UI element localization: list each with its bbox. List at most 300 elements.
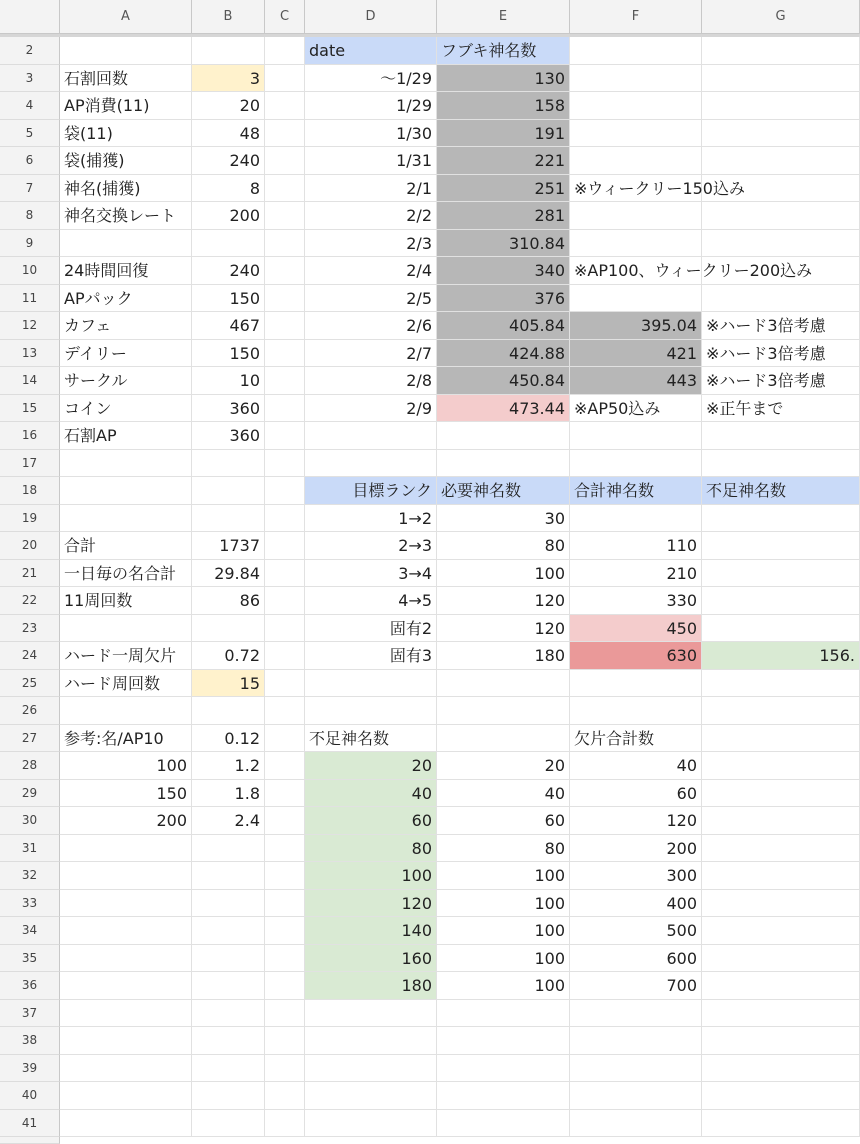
- cell-b37[interactable]: [192, 1000, 265, 1028]
- cell-b36[interactable]: [192, 972, 265, 1000]
- cell-f18[interactable]: 合計神名数: [570, 477, 702, 505]
- row-header-7[interactable]: 7: [0, 175, 60, 203]
- cell-f15[interactable]: ※AP50込み: [570, 395, 702, 423]
- cell-d2[interactable]: date: [305, 37, 437, 65]
- cell-c13[interactable]: [265, 340, 305, 368]
- cell-d3[interactable]: 〜1/29: [305, 65, 437, 93]
- cell-a34[interactable]: [60, 917, 192, 945]
- row-header-34[interactable]: 34: [0, 917, 60, 945]
- cell-a31[interactable]: [60, 835, 192, 863]
- row-header-25[interactable]: 25: [0, 670, 60, 698]
- cell-g41[interactable]: [702, 1110, 860, 1138]
- cell-d7[interactable]: 2/1: [305, 175, 437, 203]
- cell-g39[interactable]: [702, 1055, 860, 1083]
- cell-f37[interactable]: [570, 1000, 702, 1028]
- column-header-e[interactable]: E: [437, 0, 570, 34]
- cell-c27[interactable]: [265, 725, 305, 753]
- cell-d16[interactable]: [305, 422, 437, 450]
- cell-a20[interactable]: 合計: [60, 532, 192, 560]
- cell-b26[interactable]: [192, 697, 265, 725]
- cell-e21[interactable]: 100: [437, 560, 570, 588]
- cell-a37[interactable]: [60, 1000, 192, 1028]
- cell-g4[interactable]: [702, 92, 860, 120]
- cell-g14[interactable]: ※ハード3倍考慮: [702, 367, 860, 395]
- cell-b7[interactable]: 8: [192, 175, 265, 203]
- cell-c3[interactable]: [265, 65, 305, 93]
- cell-c22[interactable]: [265, 587, 305, 615]
- cell-e37[interactable]: [437, 1000, 570, 1028]
- cell-c17[interactable]: [265, 450, 305, 478]
- row-header-27[interactable]: 27: [0, 725, 60, 753]
- cell-e2[interactable]: フブキ神名数: [437, 37, 570, 65]
- row-header-10[interactable]: 10: [0, 257, 60, 285]
- column-header-f[interactable]: F: [570, 0, 702, 34]
- cell-g16[interactable]: [702, 422, 860, 450]
- cell-f41[interactable]: [570, 1110, 702, 1138]
- cell-e40[interactable]: [437, 1082, 570, 1110]
- cell-e25[interactable]: [437, 670, 570, 698]
- row-header-38[interactable]: 38: [0, 1027, 60, 1055]
- cell-a33[interactable]: [60, 890, 192, 918]
- cell-f31[interactable]: 200: [570, 835, 702, 863]
- cell-f4[interactable]: [570, 92, 702, 120]
- cell-e19[interactable]: 30: [437, 505, 570, 533]
- cell-f10[interactable]: ※AP100、ウィークリー200込み: [570, 257, 702, 285]
- row-header-15[interactable]: 15: [0, 395, 60, 423]
- cell-a2[interactable]: [60, 37, 192, 65]
- cell-d30[interactable]: 60: [305, 807, 437, 835]
- cell-c21[interactable]: [265, 560, 305, 588]
- cell-a10[interactable]: 24時間回復: [60, 257, 192, 285]
- cell-e31[interactable]: 80: [437, 835, 570, 863]
- cell-b21[interactable]: 29.84: [192, 560, 265, 588]
- cell-f12[interactable]: 395.04: [570, 312, 702, 340]
- cell-g15[interactable]: ※正午まで: [702, 395, 860, 423]
- cell-d33[interactable]: 120: [305, 890, 437, 918]
- row-header-29[interactable]: 29: [0, 780, 60, 808]
- cell-e10[interactable]: 340: [437, 257, 570, 285]
- cell-e5[interactable]: 191: [437, 120, 570, 148]
- cell-b5[interactable]: 48: [192, 120, 265, 148]
- cell-g31[interactable]: [702, 835, 860, 863]
- cell-g8[interactable]: [702, 202, 860, 230]
- cell-c18[interactable]: [265, 477, 305, 505]
- cell-g13[interactable]: ※ハード3倍考慮: [702, 340, 860, 368]
- cell-e28[interactable]: 20: [437, 752, 570, 780]
- cell-e15[interactable]: 473.44: [437, 395, 570, 423]
- cell-c12[interactable]: [265, 312, 305, 340]
- cell-f17[interactable]: [570, 450, 702, 478]
- cell-a15[interactable]: コイン: [60, 395, 192, 423]
- row-header-23[interactable]: 23: [0, 615, 60, 643]
- cell-g32[interactable]: [702, 862, 860, 890]
- cell-a38[interactable]: [60, 1027, 192, 1055]
- cell-d31[interactable]: 80: [305, 835, 437, 863]
- row-header-37[interactable]: 37: [0, 1000, 60, 1028]
- cell-c29[interactable]: [265, 780, 305, 808]
- cell-g29[interactable]: [702, 780, 860, 808]
- cell-f36[interactable]: 700: [570, 972, 702, 1000]
- cell-b31[interactable]: [192, 835, 265, 863]
- row-header-9[interactable]: 9: [0, 230, 60, 258]
- cell-c10[interactable]: [265, 257, 305, 285]
- cell-c30[interactable]: [265, 807, 305, 835]
- cell-c20[interactable]: [265, 532, 305, 560]
- cell-g12[interactable]: ※ハード3倍考慮: [702, 312, 860, 340]
- cell-d15[interactable]: 2/9: [305, 395, 437, 423]
- cell-b10[interactable]: 240: [192, 257, 265, 285]
- cell-c40[interactable]: [265, 1082, 305, 1110]
- cell-f28[interactable]: 40: [570, 752, 702, 780]
- cell-g30[interactable]: [702, 807, 860, 835]
- corner-select-all[interactable]: [0, 0, 60, 34]
- cell-d6[interactable]: 1/31: [305, 147, 437, 175]
- cell-b34[interactable]: [192, 917, 265, 945]
- cell-e8[interactable]: 281: [437, 202, 570, 230]
- cell-b39[interactable]: [192, 1055, 265, 1083]
- cell-g37[interactable]: [702, 1000, 860, 1028]
- row-header-6[interactable]: 6: [0, 147, 60, 175]
- cell-f7[interactable]: ※ウィークリー150込み: [570, 175, 702, 203]
- cell-a24[interactable]: ハード一周欠片: [60, 642, 192, 670]
- cell-b22[interactable]: 86: [192, 587, 265, 615]
- cell-g5[interactable]: [702, 120, 860, 148]
- cell-b15[interactable]: 360: [192, 395, 265, 423]
- row-header-21[interactable]: 21: [0, 560, 60, 588]
- cell-d14[interactable]: 2/8: [305, 367, 437, 395]
- cell-c23[interactable]: [265, 615, 305, 643]
- row-header-22[interactable]: 22: [0, 587, 60, 615]
- cell-f21[interactable]: 210: [570, 560, 702, 588]
- cell-f38[interactable]: [570, 1027, 702, 1055]
- cell-a19[interactable]: [60, 505, 192, 533]
- cell-c4[interactable]: [265, 92, 305, 120]
- cell-b41[interactable]: [192, 1110, 265, 1138]
- cell-e9[interactable]: 310.84: [437, 230, 570, 258]
- cell-g21[interactable]: [702, 560, 860, 588]
- cell-e41[interactable]: [437, 1110, 570, 1138]
- cell-d32[interactable]: 100: [305, 862, 437, 890]
- cell-a30[interactable]: 200: [60, 807, 192, 835]
- cell-b2[interactable]: [192, 37, 265, 65]
- cell-a5[interactable]: 袋(11): [60, 120, 192, 148]
- cell-c39[interactable]: [265, 1055, 305, 1083]
- cell-c28[interactable]: [265, 752, 305, 780]
- cell-g26[interactable]: [702, 697, 860, 725]
- cell-e4[interactable]: 158: [437, 92, 570, 120]
- row-header-8[interactable]: 8: [0, 202, 60, 230]
- cell-b14[interactable]: 10: [192, 367, 265, 395]
- cell-f5[interactable]: [570, 120, 702, 148]
- cell-b11[interactable]: 150: [192, 285, 265, 313]
- cell-a18[interactable]: [60, 477, 192, 505]
- cell-b16[interactable]: 360: [192, 422, 265, 450]
- cell-f8[interactable]: [570, 202, 702, 230]
- cell-e18[interactable]: 必要神名数: [437, 477, 570, 505]
- row-header-40[interactable]: 40: [0, 1082, 60, 1110]
- cell-b38[interactable]: [192, 1027, 265, 1055]
- cell-b32[interactable]: [192, 862, 265, 890]
- cell-e27[interactable]: [437, 725, 570, 753]
- cell-f33[interactable]: 400: [570, 890, 702, 918]
- cell-c15[interactable]: [265, 395, 305, 423]
- cell-d8[interactable]: 2/2: [305, 202, 437, 230]
- cell-e14[interactable]: 450.84: [437, 367, 570, 395]
- cell-b24[interactable]: 0.72: [192, 642, 265, 670]
- cell-g18[interactable]: 不足神名数: [702, 477, 860, 505]
- cell-g9[interactable]: [702, 230, 860, 258]
- cell-b27[interactable]: 0.12: [192, 725, 265, 753]
- cell-c19[interactable]: [265, 505, 305, 533]
- row-header-39[interactable]: 39: [0, 1055, 60, 1083]
- cell-g11[interactable]: [702, 285, 860, 313]
- cell-g35[interactable]: [702, 945, 860, 973]
- cell-e29[interactable]: 40: [437, 780, 570, 808]
- cell-g3[interactable]: [702, 65, 860, 93]
- cell-b17[interactable]: [192, 450, 265, 478]
- row-header-26[interactable]: 26: [0, 697, 60, 725]
- cell-a36[interactable]: [60, 972, 192, 1000]
- column-header-d[interactable]: D: [305, 0, 437, 34]
- cell-f11[interactable]: [570, 285, 702, 313]
- cell-d11[interactable]: 2/5: [305, 285, 437, 313]
- cell-d28[interactable]: 20: [305, 752, 437, 780]
- cell-f25[interactable]: [570, 670, 702, 698]
- row-header-12[interactable]: 12: [0, 312, 60, 340]
- cell-d24[interactable]: 固有3: [305, 642, 437, 670]
- cell-f3[interactable]: [570, 65, 702, 93]
- cell-b19[interactable]: [192, 505, 265, 533]
- cell-c36[interactable]: [265, 972, 305, 1000]
- row-header-35[interactable]: 35: [0, 945, 60, 973]
- cell-d34[interactable]: 140: [305, 917, 437, 945]
- cell-g25[interactable]: [702, 670, 860, 698]
- cell-g28[interactable]: [702, 752, 860, 780]
- cell-b18[interactable]: [192, 477, 265, 505]
- cell-b29[interactable]: 1.8: [192, 780, 265, 808]
- cell-d4[interactable]: 1/29: [305, 92, 437, 120]
- cell-b8[interactable]: 200: [192, 202, 265, 230]
- cell-f24[interactable]: 630: [570, 642, 702, 670]
- cell-b3[interactable]: 3: [192, 65, 265, 93]
- cell-g23[interactable]: [702, 615, 860, 643]
- cell-d22[interactable]: 4→5: [305, 587, 437, 615]
- cell-e33[interactable]: 100: [437, 890, 570, 918]
- row-header-16[interactable]: 16: [0, 422, 60, 450]
- cell-c14[interactable]: [265, 367, 305, 395]
- cell-a29[interactable]: 150: [60, 780, 192, 808]
- cell-e16[interactable]: [437, 422, 570, 450]
- cell-e7[interactable]: 251: [437, 175, 570, 203]
- cell-f16[interactable]: [570, 422, 702, 450]
- cell-a13[interactable]: デイリー: [60, 340, 192, 368]
- cell-a22[interactable]: 11周回数: [60, 587, 192, 615]
- cell-g19[interactable]: [702, 505, 860, 533]
- cell-d5[interactable]: 1/30: [305, 120, 437, 148]
- cell-a26[interactable]: [60, 697, 192, 725]
- cell-a25[interactable]: ハード周回数: [60, 670, 192, 698]
- cell-g27[interactable]: [702, 725, 860, 753]
- cell-b13[interactable]: 150: [192, 340, 265, 368]
- cell-g17[interactable]: [702, 450, 860, 478]
- cell-e39[interactable]: [437, 1055, 570, 1083]
- cell-d23[interactable]: 固有2: [305, 615, 437, 643]
- cell-f20[interactable]: 110: [570, 532, 702, 560]
- cell-a12[interactable]: カフェ: [60, 312, 192, 340]
- cell-a21[interactable]: 一日毎の名合計: [60, 560, 192, 588]
- column-header-b[interactable]: B: [192, 0, 265, 34]
- cell-a6[interactable]: 袋(捕獲): [60, 147, 192, 175]
- cell-c2[interactable]: [265, 37, 305, 65]
- cell-c7[interactable]: [265, 175, 305, 203]
- row-header-31[interactable]: 31: [0, 835, 60, 863]
- cell-c34[interactable]: [265, 917, 305, 945]
- cell-f26[interactable]: [570, 697, 702, 725]
- column-header-g[interactable]: G: [702, 0, 860, 34]
- row-header-13[interactable]: 13: [0, 340, 60, 368]
- cell-d39[interactable]: [305, 1055, 437, 1083]
- cell-e34[interactable]: 100: [437, 917, 570, 945]
- cell-f39[interactable]: [570, 1055, 702, 1083]
- row-header-24[interactable]: 24: [0, 642, 60, 670]
- cell-b25[interactable]: 15: [192, 670, 265, 698]
- cell-f27[interactable]: 欠片合計数: [570, 725, 702, 753]
- row-header-19[interactable]: 19: [0, 505, 60, 533]
- cell-c31[interactable]: [265, 835, 305, 863]
- cell-a9[interactable]: [60, 230, 192, 258]
- cell-b28[interactable]: 1.2: [192, 752, 265, 780]
- cell-d17[interactable]: [305, 450, 437, 478]
- cell-c37[interactable]: [265, 1000, 305, 1028]
- cell-d29[interactable]: 40: [305, 780, 437, 808]
- cell-c41[interactable]: [265, 1110, 305, 1138]
- row-header-3[interactable]: 3: [0, 65, 60, 93]
- cell-f40[interactable]: [570, 1082, 702, 1110]
- row-header-4[interactable]: 4: [0, 92, 60, 120]
- row-header-41[interactable]: 41: [0, 1110, 60, 1138]
- cell-b35[interactable]: [192, 945, 265, 973]
- cell-g34[interactable]: [702, 917, 860, 945]
- cell-e30[interactable]: 60: [437, 807, 570, 835]
- cell-e23[interactable]: 120: [437, 615, 570, 643]
- cell-g24[interactable]: 156.: [702, 642, 860, 670]
- cell-b30[interactable]: 2.4: [192, 807, 265, 835]
- cell-f32[interactable]: 300: [570, 862, 702, 890]
- cell-a32[interactable]: [60, 862, 192, 890]
- cell-a4[interactable]: AP消費(11): [60, 92, 192, 120]
- cell-e36[interactable]: 100: [437, 972, 570, 1000]
- cell-g38[interactable]: [702, 1027, 860, 1055]
- cell-d18[interactable]: 目標ランク: [305, 477, 437, 505]
- cell-c6[interactable]: [265, 147, 305, 175]
- cell-g6[interactable]: [702, 147, 860, 175]
- cell-c32[interactable]: [265, 862, 305, 890]
- cell-a14[interactable]: サークル: [60, 367, 192, 395]
- cell-d27[interactable]: 不足神名数: [305, 725, 437, 753]
- cell-f34[interactable]: 500: [570, 917, 702, 945]
- cell-d12[interactable]: 2/6: [305, 312, 437, 340]
- cell-c26[interactable]: [265, 697, 305, 725]
- row-header-5[interactable]: 5: [0, 120, 60, 148]
- cell-a3[interactable]: 石割回数: [60, 65, 192, 93]
- cell-c8[interactable]: [265, 202, 305, 230]
- cell-e3[interactable]: 130: [437, 65, 570, 93]
- cell-d41[interactable]: [305, 1110, 437, 1138]
- cell-e6[interactable]: 221: [437, 147, 570, 175]
- cell-b4[interactable]: 20: [192, 92, 265, 120]
- cell-f23[interactable]: 450: [570, 615, 702, 643]
- cell-e35[interactable]: 100: [437, 945, 570, 973]
- cell-e32[interactable]: 100: [437, 862, 570, 890]
- cell-e24[interactable]: 180: [437, 642, 570, 670]
- cell-c25[interactable]: [265, 670, 305, 698]
- cell-d20[interactable]: 2→3: [305, 532, 437, 560]
- cell-a39[interactable]: [60, 1055, 192, 1083]
- cell-d35[interactable]: 160: [305, 945, 437, 973]
- cell-f13[interactable]: 421: [570, 340, 702, 368]
- row-header-2[interactable]: 2: [0, 37, 60, 65]
- cell-d26[interactable]: [305, 697, 437, 725]
- cell-d40[interactable]: [305, 1082, 437, 1110]
- cell-c33[interactable]: [265, 890, 305, 918]
- row-header-17[interactable]: 17: [0, 450, 60, 478]
- cell-f29[interactable]: 60: [570, 780, 702, 808]
- cell-a16[interactable]: 石割AP: [60, 422, 192, 450]
- cell-c24[interactable]: [265, 642, 305, 670]
- cell-c5[interactable]: [265, 120, 305, 148]
- cell-a35[interactable]: [60, 945, 192, 973]
- cell-c38[interactable]: [265, 1027, 305, 1055]
- row-header-28[interactable]: 28: [0, 752, 60, 780]
- row-header-11[interactable]: 11: [0, 285, 60, 313]
- cell-d38[interactable]: [305, 1027, 437, 1055]
- cell-f30[interactable]: 120: [570, 807, 702, 835]
- cell-c11[interactable]: [265, 285, 305, 313]
- cell-b20[interactable]: 1737: [192, 532, 265, 560]
- row-header-14[interactable]: 14: [0, 367, 60, 395]
- cell-a41[interactable]: [60, 1110, 192, 1138]
- row-header-20[interactable]: 20: [0, 532, 60, 560]
- cell-d36[interactable]: 180: [305, 972, 437, 1000]
- cell-b40[interactable]: [192, 1082, 265, 1110]
- cell-f6[interactable]: [570, 147, 702, 175]
- cell-a23[interactable]: [60, 615, 192, 643]
- cell-d9[interactable]: 2/3: [305, 230, 437, 258]
- cell-e17[interactable]: [437, 450, 570, 478]
- cell-g40[interactable]: [702, 1082, 860, 1110]
- cell-d10[interactable]: 2/4: [305, 257, 437, 285]
- cell-a28[interactable]: 100: [60, 752, 192, 780]
- cell-e11[interactable]: 376: [437, 285, 570, 313]
- cell-f19[interactable]: [570, 505, 702, 533]
- cell-g20[interactable]: [702, 532, 860, 560]
- row-header-30[interactable]: 30: [0, 807, 60, 835]
- cell-e22[interactable]: 120: [437, 587, 570, 615]
- cell-d25[interactable]: [305, 670, 437, 698]
- cell-a7[interactable]: 神名(捕獲): [60, 175, 192, 203]
- row-header-36[interactable]: 36: [0, 972, 60, 1000]
- cell-a40[interactable]: [60, 1082, 192, 1110]
- cell-d13[interactable]: 2/7: [305, 340, 437, 368]
- cell-f9[interactable]: [570, 230, 702, 258]
- cell-g33[interactable]: [702, 890, 860, 918]
- cell-c16[interactable]: [265, 422, 305, 450]
- column-header-a[interactable]: A: [60, 0, 192, 34]
- cell-e13[interactable]: 424.88: [437, 340, 570, 368]
- cell-b6[interactable]: 240: [192, 147, 265, 175]
- cell-a27[interactable]: 参考:名/AP10: [60, 725, 192, 753]
- row-header-18[interactable]: 18: [0, 477, 60, 505]
